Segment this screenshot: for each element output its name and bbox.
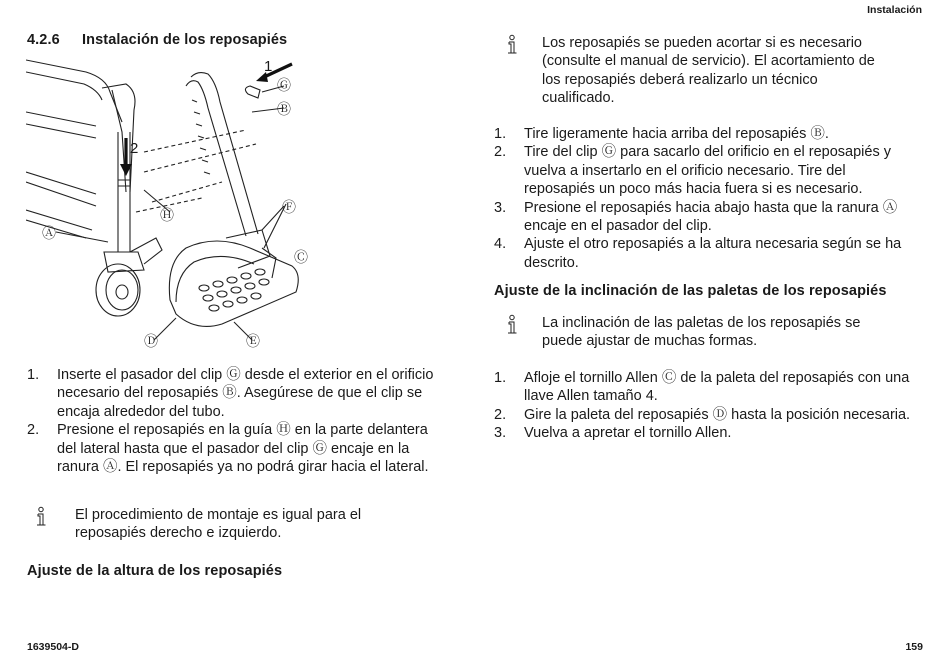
callout-g: Ⓖ — [277, 77, 291, 93]
info-note-shorten — [505, 34, 905, 108]
subheading-tilt: Ajuste de la inclinación de las paletas de los reposapiés — [494, 283, 887, 299]
callout-e: Ⓔ — [246, 333, 260, 349]
running-header: Instalación — [867, 4, 922, 16]
list-item: 2. Tire del clip Ⓖ para sacarlo del orificio en el reposapiés y vuelva a insertarlo en el orificio necesario. Tire del reposapiés un poco más hacia fuera si es necesario. — [494, 144, 891, 198]
figure-arrow-1-label: 1 — [264, 58, 273, 75]
subheading-height: Ajuste de la altura de los reposapiés — [27, 563, 283, 579]
callout-d: Ⓓ — [144, 333, 158, 349]
callout-b: Ⓑ — [277, 101, 291, 117]
callout-c: Ⓒ — [294, 249, 308, 265]
list-item: 3. Presione el reposapiés hacia abajo hasta que la ranura Ⓐ encaje en el pasador del clip. — [494, 199, 898, 235]
info-note-text: La inclinación de las paletas de los reposapiés se puede ajustar de muchas formas. — [542, 315, 861, 350]
callout-a: Ⓐ — [42, 225, 56, 241]
height-adjust-steps — [494, 125, 914, 272]
section-number: 4.2.6 — [27, 32, 60, 48]
info-note-tilt — [505, 314, 905, 351]
list-item: 3. Vuelva a apretar el tornillo Allen. — [494, 425, 732, 442]
footrest-installation-figure — [26, 52, 326, 352]
section-title: Instalación de los reposapiés — [82, 32, 288, 48]
list-item: 2. Gire la paleta del reposapiés Ⓓ hasta la posición necesaria. — [494, 406, 911, 423]
callout-h: Ⓗ — [160, 207, 174, 223]
page-number: 159 — [905, 641, 923, 653]
list-item: 1. Afloje el tornillo Allen Ⓒ de la paleta del reposapiés con una llave Allen tamaño 4. — [494, 370, 910, 405]
list-item: 4. Ajuste el otro reposapiés a la altura necesaria según se ha descrito. — [494, 236, 902, 271]
info-icon — [505, 34, 519, 56]
installation-steps — [27, 366, 439, 476]
callout-f: Ⓕ — [282, 199, 296, 215]
figure-arrow-2-label: 2 — [130, 140, 139, 157]
list-item: 1. Inserte el pasador del clip Ⓖ desde el exterior en el orificio necesario del reposapiés Ⓑ. Asegúrese de que el clip se encaja alrededor del tubo. — [27, 367, 434, 420]
list-item: 2. Presione el reposapiés en la guía Ⓗ en la parte delantera del lateral hasta que el pasador del clip Ⓖ encaje en la ranura Ⓐ. El reposapiés ya no podrá girar hacia el lateral. — [27, 422, 429, 476]
info-icon — [505, 314, 519, 336]
info-icon — [34, 506, 48, 528]
info-note — [34, 506, 414, 543]
document-number: 1639504-D — [27, 641, 79, 653]
list-item: 1. Tire ligeramente hacia arriba del reposapiés Ⓑ. — [494, 126, 829, 142]
section-heading — [27, 32, 287, 48]
info-note-text: Los reposapiés se pueden acortar si es necesario (consulte el manual de servicio). El acortamiento de los reposapiés deberá realizarlo un técnico cualificado. — [542, 35, 875, 107]
tilt-adjust-steps — [494, 369, 914, 443]
info-note-text: El procedimiento de montaje es igual para el reposapiés derecho e izquierdo. — [75, 507, 362, 542]
